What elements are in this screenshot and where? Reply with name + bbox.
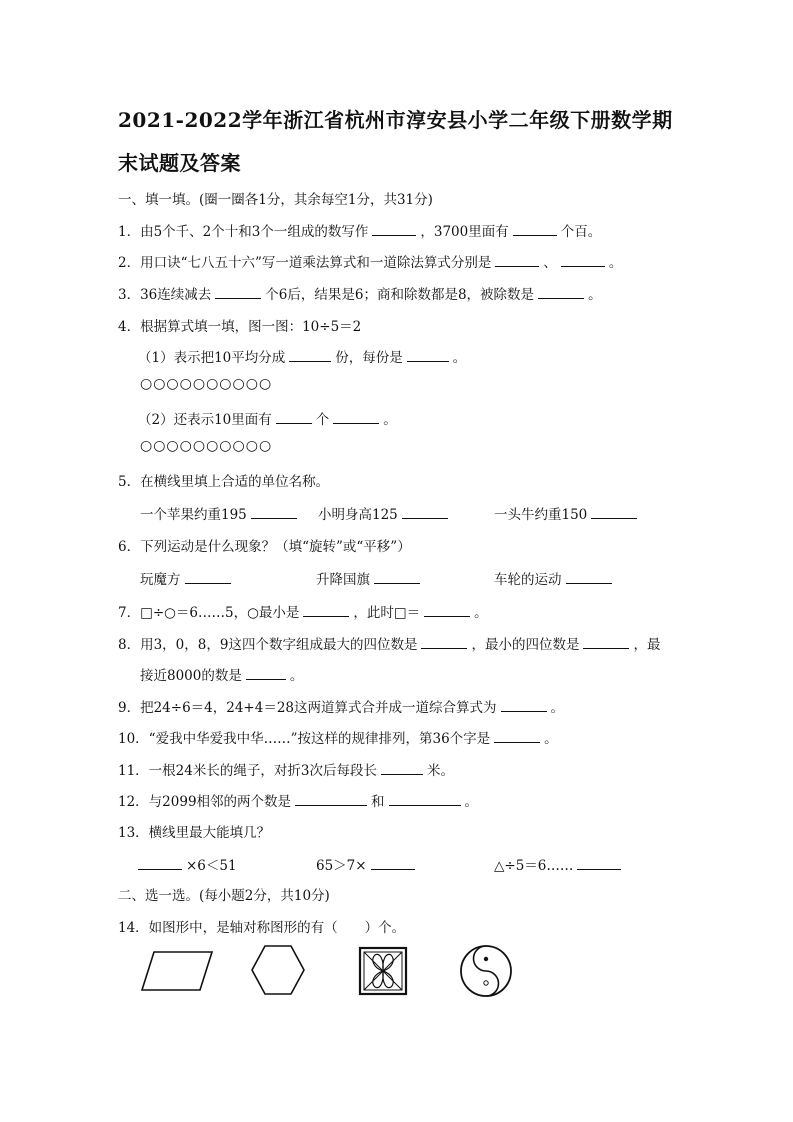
blank[interactable]: [566, 569, 612, 584]
question-7: 7．□÷○＝6……5，○最小是 ，此时□＝ 。: [118, 601, 488, 621]
title-line-2: 末试题及答案: [118, 151, 241, 175]
square-flower-icon: [358, 946, 408, 996]
yin-yang-icon: [458, 943, 514, 999]
blank[interactable]: [374, 569, 420, 584]
blank[interactable]: [303, 602, 349, 617]
blank[interactable]: [402, 504, 448, 519]
blank[interactable]: [407, 347, 449, 362]
question-4: 4．根据算式填一填，图一图：10÷5＝2: [118, 319, 362, 335]
blank[interactable]: [538, 284, 584, 299]
question-10: 10．“爱我中华爱我中华……”按这样的规律排列，第36个字是 。: [118, 727, 558, 747]
question-4-part-2: （2）还表示10里面有 个 。: [138, 408, 397, 428]
blank[interactable]: [138, 855, 182, 870]
question-13-item-1: ×6＜51: [138, 854, 237, 874]
question-5-item-3: 一头牛约重150: [494, 503, 641, 523]
blank[interactable]: [276, 409, 312, 424]
blank[interactable]: [371, 855, 415, 870]
question-5-item-2: 小明身高125: [318, 503, 452, 523]
title-line-1: 2021-2022学年浙江省杭州市淳安县小学二年级下册数学期: [118, 108, 673, 132]
question-13-item-3: △÷5＝6……: [494, 854, 625, 874]
question-6-item-2: 升降国旗: [316, 568, 424, 588]
question-2: 2．用口诀“七八五十六”写一道乘法算式和一道除法算式分别是 、 。: [118, 251, 622, 271]
blank[interactable]: [215, 284, 261, 299]
question-8-cont: 接近8000的数是 。: [140, 664, 303, 684]
blank[interactable]: [333, 409, 379, 424]
question-13-item-2: 65＞7×: [316, 854, 419, 874]
question-5: 5．在横线里填上合适的单位名称。: [118, 474, 330, 490]
blank[interactable]: [295, 791, 367, 806]
blank[interactable]: [577, 855, 621, 870]
question-8: 8．用3，0，8，9这四个数字组成最大的四位数是 ，最小的四位数是 ，最: [118, 633, 660, 653]
blank[interactable]: [372, 221, 416, 236]
circles-row-1[interactable]: ○○○○○○○○○○: [140, 376, 273, 392]
section-1-heading: 一、填一填。(圈一圈各1分，其余每空1分，共31分): [118, 192, 433, 208]
blank[interactable]: [424, 602, 470, 617]
question-14: 14．如图形中，是轴对称图形的有（ ）个。: [118, 920, 406, 936]
blank[interactable]: [583, 634, 629, 649]
question-9: 9．把24÷6＝4，24+4＝28这两道算式合并成一道综合算式为 。: [118, 696, 564, 716]
circles-row-2[interactable]: ○○○○○○○○○○: [140, 438, 273, 454]
question-5-item-1: 一个苹果约重195: [140, 503, 301, 523]
blank[interactable]: [185, 569, 231, 584]
blank[interactable]: [591, 504, 637, 519]
blank[interactable]: [513, 221, 557, 236]
question-13: 13．横线里最大能填几？: [118, 825, 271, 841]
blank[interactable]: [251, 504, 297, 519]
blank[interactable]: [421, 634, 467, 649]
hexagon-icon: [250, 944, 306, 996]
question-4-part-1: （1）表示把10平均分成 份，每份是 。: [138, 346, 466, 366]
blank[interactable]: [561, 252, 605, 267]
question-6-item-3: 车轮的运动: [494, 568, 616, 588]
blank[interactable]: [494, 728, 540, 743]
blank[interactable]: [501, 697, 547, 712]
question-1: 1．由5个千、2个十和3个一组成的数写作 ，3700里面有 个百。: [118, 220, 601, 240]
blank[interactable]: [495, 252, 539, 267]
question-12: 12．与2099相邻的两个数是 和 。: [118, 790, 478, 810]
question-6-item-1: 玩魔方: [140, 568, 235, 588]
question-11: 11．一根24米长的绳子，对折3次后每段长 米。: [118, 759, 454, 779]
parallelogram-icon: [140, 948, 214, 994]
question-3: 3．36连续减去 个6后，结果是6；商和除数都是8，被除数是 。: [118, 283, 602, 303]
blank[interactable]: [389, 791, 461, 806]
blank[interactable]: [246, 665, 286, 680]
blank[interactable]: [381, 760, 423, 775]
question-6: 6．下列运动是什么现象？（填“旋转”或“平移”）: [118, 539, 411, 555]
blank[interactable]: [289, 347, 331, 362]
section-2-heading: 二、选一选。(每小题2分，共10分): [118, 888, 330, 904]
